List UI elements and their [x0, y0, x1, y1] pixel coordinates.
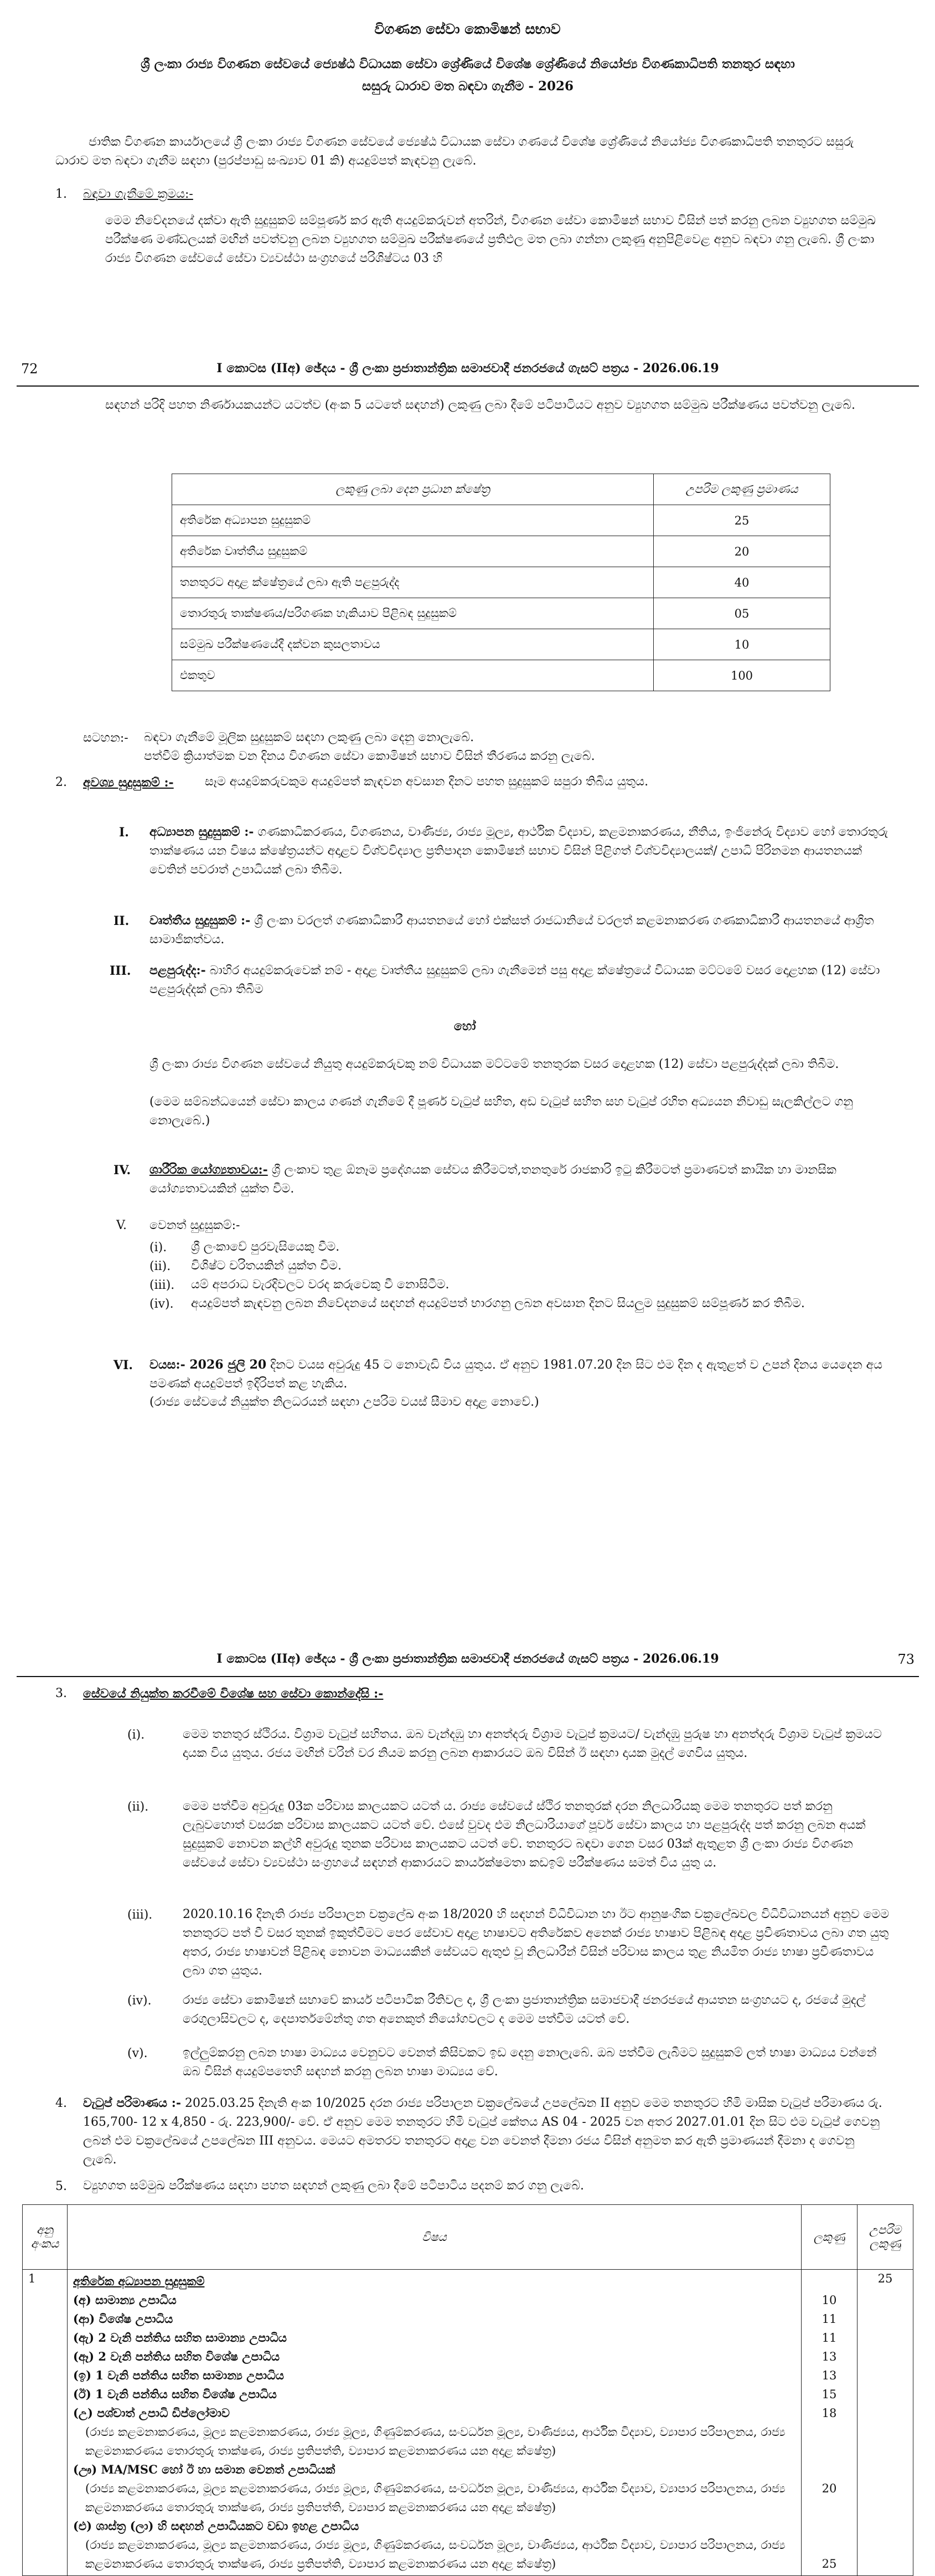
table-header-row [23, 2205, 913, 2270]
section-1-number: 1. [55, 187, 67, 201]
entry-marks: 15 [822, 2388, 837, 2401]
table-row [172, 536, 830, 567]
table-cell: 05 [654, 598, 830, 629]
table-cell [68, 2270, 802, 2576]
entry-label: (ඈ) 2 වැනි පන්තිය සහිත විශේෂ උපාධිය [73, 2349, 280, 2363]
marks-summary-table [172, 474, 830, 691]
condition-number: (iv). [127, 1994, 152, 2008]
list-item-number: (iv). [149, 1297, 174, 1311]
qualification-VI-number: VI. [113, 1358, 133, 1372]
entry-marks: 13 [822, 2369, 837, 2382]
condition-text: මෙම පත්වීම අවුරුදු 03ක පරිවාස කාලයකට යටත් ය. රාජ්‍ය සේවයේ ස්ථිර තනතුරක් දරන නිලධාරියකු මෙම තනතුරට පත් කරනු ලැබුවහොත් වසරක පරිවාස කාලයකට යටත් වේ. එසේ වුවද එම නිලධාරියාගේ පූර්ව සේවා කාලය හා පළපුරුද්ද පත් කරනු ලබන අයක් සුදුසුකම් නොවන කල්හි අවුරුදු තුනක පරිවාස කාලයකට යටත් වේ. තනතුරට බඳවා ගෙන වසර 03ක් ඇතුළත ශ්‍රී ලංකා රාජ්‍ය විගණන සේවයේ සේවා ව්‍යවස්ථා සංග්‍රහයේ සඳහන් ආකාරයට කාර්යක්ෂමතා කඩඉම් පරීක්ෂණය සමත් විය යුතු ය. [183, 1799, 866, 1870]
qualification-III-number: III. [110, 964, 131, 978]
document-subtitle: ශ්‍රී ලංකා රාජ්‍ය විගණන සේවයේ ජ්‍යෙෂ්ඨ විධායක සේවා ශ්‍රේණියේ විශේෂ ශ්‍රේණියේ නියෝජ්‍ය විගණකාධිපති තනතුර සඳහා සසුරු ධාරාව මත බඳවා ගැනීම - 2026 [141, 56, 795, 94]
page-72 [0, 354, 935, 1645]
list-item-number: (iii). [149, 1278, 175, 1292]
condition-number: (v). [127, 2047, 148, 2060]
list-item-number: (i). [149, 1241, 167, 1254]
entry-marks: 20 [822, 2482, 837, 2495]
note-label: සටහන:- [83, 731, 128, 745]
qualification-II [149, 911, 891, 949]
intro-paragraph: ජාතික විගණන කාර්යාලයේ ශ්‍රී ලංකා රාජ්‍ය විගණන සේවයේ ජ්‍යෙෂ්ඨ විධායක සේවා ගණයේ විශේෂ ශ්‍රේණියේ නියෝජ්‍ය විගණකාධිපති තනතුරට සසුරු ධාරාව මත බඳවා ගැනීම සඳහා (පුරප්පාඩු සංඛ්‍යාව 01 කි) අයදුම්පත් කැඳවනු ලැබේ. [55, 135, 854, 168]
running-head [17, 1645, 919, 1677]
section-3-title: සේවයේ නියුක්ත කරවීමේ විශේෂ සහ සේවා කොන්දේසි :- [83, 1687, 384, 1701]
qualification-III-text: බාහිර අයදුම්කරුවෙක් නම් - අදාළ වෘත්තීය සුදුසුකම් ලබා ගැනීමෙන් පසු අදාළ ක්ෂේත්‍රයේ විධායක මට්ටමේ වසර දොළහක (12) සේවා පළපුරුද්දක් ලබා තිබීම [149, 964, 880, 996]
qualification-V-number: V. [116, 1218, 127, 1232]
condition-text: රාජ්‍ය සේවා කොමිෂන් සභාවේ කාර්ය පටිපාටික රීතිවල ද, ශ්‍රී ලංකා ප්‍රජාතාන්ත්‍රික සමාජවාදී ජනරජයේ ආයතන සංග්‍රහයට ද, රජයේ මුදල් රෙගුලාසිවලට ද, දෙපාර්තමේන්තු ගත අනෙකුත් නියෝගවලට ද මෙම පත්වීම යටත් වේ. [183, 1993, 866, 2026]
table-row [172, 505, 830, 536]
table-cell: අතිරේක අධ්‍යාපන සුදුසුකම් [172, 505, 654, 536]
qualification-III-alternative: ශ්‍රී ලංකා රාජ්‍ය විගණන සේවයේ නියුතු අයදුම්කරුවකු නම් විධායක මට්ටමේ තනතුරක වසර දොළහක (12) සේවා පළපුරුද්දක් ලබා තිබීම. [149, 1057, 839, 1071]
list-item: විශිෂ්ට චරිතයකින් යුක්ත වීම. [191, 1259, 342, 1273]
entry-marks: 25 [822, 2557, 837, 2570]
qualification-III [149, 961, 891, 999]
qualification-III-label: පළපුරුද්ද:- [149, 963, 206, 978]
qualification-I-label: අධ්‍යාපන සුදුසුකම් :- [149, 825, 254, 839]
entry-label: (අ) සාමාන්‍ය උපාධිය [73, 2293, 177, 2307]
entry-detail: (රාජ්‍ය කළමනාකරණය, මූල්‍ය කළමනාකරණය, රාජ්‍ය මූල්‍ය, ගිණුම්කරණය, සංවර්ධන මූල්‍ය, වාණිජ්‍යය, ආර්ථික විද්‍යාව, ව්‍යාපාර පරිපාලනය, රාජ්‍ය කළමනාකරණය තොරතුරු තාක්ෂණ, රාජ්‍ය ප්‍රතිපත්ති, ව්‍යාපාර කළමනාකරණය යන අදාළ ක්ෂේත්‍ර) [85, 2425, 786, 2457]
entry-marks: 10 [822, 2294, 837, 2307]
section-4-text: 2025.03.25 දිනැති අංක 10/2025 දරන රාජ්‍ය පරිපාලන චක්‍රලේඛයේ උපලේඛන II අනුව මෙම තනතුරට හිමි මාසික වැටුප් පරිමාණය රු. 165,700- 12 x 4,850 - රු. 223,900/- වේ. ඒ අනුව මෙම තනතුරට හිමි වැටුප් කේතය AS 04 - 2025 වන අතර 2027.01.01 දින සිට එම වැටුප් ගෙවනු ලබන් එම චක්‍රලේඛයේ උපලේඛන III අනුවය. මෙයට අමතරව තනතුරට අදාළ වන වෙනත් දීමනා රජය විසින් අනුමත කර ඇති ප්‍රමාණයන් දීමනා ද ගෙවනු ලැබේ. [83, 2096, 882, 2167]
section-4-title: වැටුප් පරිමාණය :- [83, 2096, 182, 2110]
table-cell: 100 [654, 660, 830, 691]
qualification-II-text: ශ්‍රී ලංකා වරලත් ගණකාධිකාරී ආයතනයේ හෝ එක්සත් රාජධානියේ වරලත් කළමනාකරණ ගණකාධිකාරී ආයතනයේ ආශ්‍රිත සාමාජිකත්වය. [149, 914, 874, 947]
qualification-IV-text: ශ්‍රී ලංකාව තුළ ඕනෑම ප්‍රදේශයක සේවය කිරීමටත්,තනතුරේ රාජකාරි ඉටු කිරීමටත් ප්‍රමාණවත් කායික හා මානසික යෝග්‍යතාවයකින් යුක්ත වීම. [149, 1163, 836, 1196]
qualification-IV-label: ශාරීරික යෝග්‍යතාවය:- [149, 1163, 268, 1177]
entry-label: (ආ) විශේෂ උපාධිය [73, 2312, 173, 2326]
entry-label: (ඉ) 1 වැනි පන්තිය සහිත සාමාන්‍ය උපාධිය [73, 2368, 284, 2382]
page-number: 73 [897, 1652, 915, 1667]
table-header-row [172, 474, 830, 505]
document-title: විගණන සේවා කොමිෂන් සභාව [374, 21, 561, 37]
entry-marks: 11 [822, 2312, 837, 2326]
table-cell: තොරතුරු තාක්ෂණය/පරිගණක හැකියාව පිළිබඳ සුදුසුකම් [172, 598, 654, 629]
condition-text: 2020.10.16 දිනැති රාජ්‍ය පරිපාලන චක්‍රලේඛ අංක 18/2020 හි සඳහන් විධිවිධාන හා ඊට ආනුෂංගික චක්‍රලේඛවල විධිවිධානයන් අනුව මෙම තනතුරට පත් වී වසර තුනක් ඉකුත්වීමට පෙර සේවාව අදාළ භාෂාවට අතිරේකව අනෙක් රාජ්‍ය භාෂාව පිළිබඳ අදාළ ප්‍රවීණතාවය ලබා ගත යුතු අතර, රාජ්‍ය භාෂාවන් පිළිබඳ නොවන මාධ්‍යයකින් සේවයට ඇතුළු වූ නිලධාරීන් විසින් පරිවාස කාලය තුළ නියමිත රාජ්‍ය භාෂා ප්‍රවීණතාවය ලබා ගත යුතුය. [183, 1907, 890, 1978]
entry-label: (එ) ශාස්ත්‍ර (ලා) හි සඳහන් උපාධියකට වඩා ඉහළ උපාධිය [73, 2519, 359, 2533]
entry-marks: 13 [822, 2350, 837, 2363]
qualification-IV-number: IV. [113, 1163, 131, 1178]
running-head-title: I කොටස (IIඅ) ඡේදය - ශ්‍රී ලංකා ප්‍රජාතාන්ත්‍රික සමාජවාදී ජනරජයේ ගැසට් පත්‍රය - 2026.06.19 [216, 361, 719, 376]
section-2-number: 2. [55, 775, 67, 789]
entry-label: (උ) පශ්චාත් උපාධි ඩිප්ලෝමාව [73, 2406, 230, 2420]
page-73 [0, 1645, 935, 2570]
qualification-VI [149, 1355, 891, 1394]
section-4 [83, 2094, 891, 2169]
table-row [172, 629, 830, 660]
table-row [172, 598, 830, 629]
table-cell: සම්මුඛ පරීක්ෂණයේදී දක්වන කුසලතාවය [172, 629, 654, 660]
section-2-title: අවශ්‍ය සුදුසුකම් :- [83, 775, 174, 790]
qualification-VI-note: (රාජ්‍ය සේවයේ නියුක්ත නිලධරයන් සඳහා උපරිම වයස් සීමාව අදාළ නොවේ.) [149, 1395, 539, 1409]
or-separator: හෝ [454, 1019, 476, 1034]
entry-label: (ඇ) 2 වැනි පන්තිය සහිත සාමාන්‍ය උපාධිය [73, 2331, 287, 2344]
list-item-number: (ii). [149, 1259, 171, 1273]
row-title: අතිරේක අධ්‍යාපන සුදුසුකම් [73, 2274, 205, 2288]
condition-number: (ii). [127, 1800, 149, 1814]
entry-detail: (රාජ්‍ය කළමනාකරණය, මූල්‍ය කළමනාකරණය, රාජ්‍ය මූල්‍ය, ගිණුම්කරණය, සංවර්ධන මූල්‍ය, වාණිජ්‍යය, ආර්ථික විද්‍යාව, ව්‍යාපාර පරිපාලනය, රාජ්‍ය කළමනාකරණය තොරතුරු තාක්ෂණ, රාජ්‍ය ප්‍රතිපත්ති, ව්‍යාපාර කළමනාකරණය යන අදාළ ක්ෂේත්‍ර) [85, 2482, 786, 2514]
table-cell: 25 [654, 505, 830, 536]
section-2-text: සෑම අයදුම්කරුවකුම අයදුම්පත් කැඳවන අවසාන දිනට පහත සුදුසුකම් සපුරා තිබිය යුතුය. [205, 775, 649, 789]
qualification-I [149, 822, 891, 880]
table-header: විෂය [68, 2205, 802, 2270]
table-header: ලකුණු ලබා දෙන ප්‍රධාන ක්ෂේත්‍ර [172, 474, 654, 505]
table-row [172, 567, 830, 598]
section-1-title: බඳවා ගැනීමේ ක්‍රමය:- [83, 187, 193, 201]
table-header: උපරිම ලකුණු ප්‍රමාණය [654, 474, 830, 505]
entry-label: (ඌ) MA/MSC හෝ ඊ හා සමාන වෙනත් උපාධියක් [73, 2462, 335, 2476]
table-cell: එකතුව [172, 660, 654, 691]
table-cell: 20 [654, 536, 830, 567]
table-cell: 1 [23, 2270, 68, 2576]
section-5-number: 5. [55, 2179, 67, 2193]
table-cell: 25 [857, 2270, 913, 2576]
table-header: ලකුණු [802, 2205, 857, 2270]
list-item: අයදුම්පත් කැඳවනු ලබන නිවේදනයේ සඳහන් අයදුම්පත් භාරගනු ලබන අවසාන දිනට සියලුම සුදුසුකම් සම්පූර්ණ කර තිබීම. [191, 1297, 805, 1310]
qualification-I-text: ගණකාධිකරණය, විගණනය, වාණිජ්‍ය, රාජ්‍ය මූල්‍ය, ආර්ථික විද්‍යාව, කළමනාකරණය, නීතිය, ඉංජිනේරු විද්‍යාව හෝ තොරතුරු තාක්ෂණය යන විෂය ක්ෂේත්‍රයන්ට අදාළව විශ්වවිද්‍යාල ප්‍රතිපාදන කොමිෂන් සභාව විසින් පිළිගත් විශ්වවිද්‍යාලයක්/ උපාධි පිරිනමන ආයතනයක් වෙතින් පවරාත් උපාධියක් ලබා තිබීම. [149, 825, 888, 877]
table-row [172, 660, 830, 691]
page-1-fragment [0, 0, 935, 354]
qualification-II-label: වෘත්තීය සුදුසුකම් :- [149, 913, 251, 928]
table-header: උපරිම ලකුණු [857, 2205, 913, 2270]
entry-marks: 11 [822, 2331, 837, 2344]
section-1-text: මෙම නිවේදනයේ දක්වා ඇති සුදුසුකම් සම්පූර්ණ කර ඇති අයදුම්කරුවන් අතරින්, විගණන සේවා කොමිෂන් සභාව විසින් පත් කරනු ලබන ව්‍යුහගත සම්මුඛ පරීක්ෂණ මණ්ඩලයක් මඟින් පවත්වනු ලබන ව්‍යුහගත සම්මුඛ පරීක්ෂණයේ ප්‍රතිඵල මත ලබා ගන්නා ලකුණු අනුපිළිවෙළ අනුව බඳවා ගනු ලැබේ. ශ්‍රී ලංකා රාජ්‍ය විගණන සේවයේ සේවා ව්‍යවස්ථා සංග්‍රහයේ පරිශිෂ්ටය 03 හි [105, 214, 876, 265]
table-cell: 10 [654, 629, 830, 660]
entry-label: (ඊ) 1 වැනි පන්තිය සහිත විශේෂ උපාධිය [73, 2387, 277, 2401]
list-item: යම් අපරාධ වැරදිවලට වරද කරුවෙකු වී නොසිටීම. [191, 1278, 450, 1292]
page-number: 72 [21, 361, 38, 377]
continued-text: සඳහන් පරිදි පහත නිර්ණායකයන්ට යටත්ව (අංක 5 යටතේ සඳහන්) ලකුණු ලබා දීමේ පටිපාටියට අනුව ව්‍යුහගත සම්මුඛ පරීක්ෂණය පවත්වනු ලැබේ. [105, 398, 855, 412]
qualification-III-note: (මෙම සම්බන්ධයෙන් සේවා කාලය ගණන් ගැනීමේ දී පූර්ණ වැටුප් සහිත, අඩ වැටුප් සහිත සහ වැටුප් රහිත අධ්‍යයන නිවාඩු සැලකිල්ලට ගනු නොලැබේ.) [149, 1095, 854, 1128]
qualification-VI-label: වයස:- 2026 ජුලි 20 [149, 1358, 267, 1372]
condition-text: ඉල්ලුම්කරනු ලබන භාෂා මාධ්‍යය වෙනුවට වෙනත් කිසිවකට ඉඩ දෙනු නොලැබේ. ඔබ පත්වීම ලැබීමට සුදුසුකම් ලත් භාෂා මාධ්‍යය වන්නේ ඔබ විසින් අයදුම්පතෙහි සඳහන් කරනු ලබන භාෂා මාධ්‍යය වේ. [183, 2046, 877, 2079]
running-head-title: I කොටස (IIඅ) ඡේදය - ශ්‍රී ලංකා ප්‍රජාතාන්ත්‍රික සමාජවාදී ජනරජයේ ගැසට් පත්‍රය - 2026.06.19 [216, 1652, 719, 1666]
table-row [23, 2270, 913, 2576]
note-line-2: පත්වීම් ක්‍රියාත්මක වන දිනය විගණන සේවා කොමිෂන් සභාව විසින් තීරණය කරනු ලැබේ. [144, 749, 595, 763]
entry-detail: (රාජ්‍ය කළමනාකරණය, මූල්‍ය කළමනාකරණය, රාජ්‍ය මූල්‍ය, ගිණුම්කරණය, සංවර්ධන මූල්‍ය, වාණිජ්‍යය, ආර්ථික විද්‍යාව, ව්‍යාපාර පරිපාලනය, රාජ්‍ය කළමනාකරණය තොරතුරු තාක්ෂණ, රාජ්‍ය ප්‍රතිපත්ති, ව්‍යාපාර කළමනාකරණය යන අදාළ ක්ෂේත්‍ර) [85, 2538, 786, 2570]
table-cell: අතිරේක වෘත්තීය සුදුසුකම් [172, 536, 654, 567]
qualification-V-label: වෙනත් සුදුසුකම්:- [149, 1218, 240, 1232]
table-cell: 40 [654, 567, 830, 598]
condition-number: (iii). [127, 1908, 153, 1922]
qualification-I-number: I. [119, 825, 129, 840]
section-4-number: 4. [55, 2096, 67, 2110]
table-cell: තනතුරට අදාළ ක්ෂේත්‍රයේ ලබා ඇති පළපුරුද්ද [172, 567, 654, 598]
marks-detail-table [22, 2204, 913, 2576]
qualification-II-number: II. [113, 914, 130, 928]
condition-number: (i). [127, 1728, 145, 1742]
note-line-1: බඳවා ගැනීමේ මූලික සුදුසුකම් සඳහා ලකුණු ලබා දෙනු නොලැබේ. [144, 731, 474, 744]
running-head [17, 354, 919, 387]
list-item: ශ්‍රී ලංකාවේ පුරවැසියෙකු වීම. [191, 1240, 340, 1254]
section-3-number: 3. [55, 1687, 67, 1700]
condition-text: මෙම තනතුර ස්ථිරය. විශ්‍රාම වැටුප් සහිතය. ඔබ වැන්දඹු හා අනත්දරු විශ්‍රාම වැටුප් ක්‍රමයට/ වැන්දඹු පුරුෂ හා අනත්දරු විශ්‍රාම වැටුප් ක්‍රමයට දායක විය යුතුය. රජය මඟින් වරින් වර නියම කරනු ලබන ආකාරයට ඔබ විසින් ඊ සඳහා දායක මුදල් ගෙවිය යුතුය. [183, 1727, 882, 1760]
qualification-IV [149, 1160, 891, 1199]
table-cell [802, 2270, 857, 2576]
qualification-VI-text: දිනට වයස අවුරුදු 45 ට නොවැඩි විය යුතුය. ඒ අනුව 1981.07.20 දින සිට එම දින ද ඇතුළත් ව උපන් දිනය යෙදෙන අය පමණක් අයදුම්පත් ඉදිරිපත් කළ හැකිය. [149, 1358, 882, 1391]
section-5-text: ව්‍යුහගත සම්මුඛ පරීක්ෂණය සඳහා පහත සඳහන් ලකුණු ලබා දීමේ පටිපාටිය පදනම් කර ගනු ලැබේ. [83, 2179, 584, 2193]
entry-marks: 18 [822, 2407, 837, 2420]
table-header: අනු අංකය [23, 2205, 68, 2270]
